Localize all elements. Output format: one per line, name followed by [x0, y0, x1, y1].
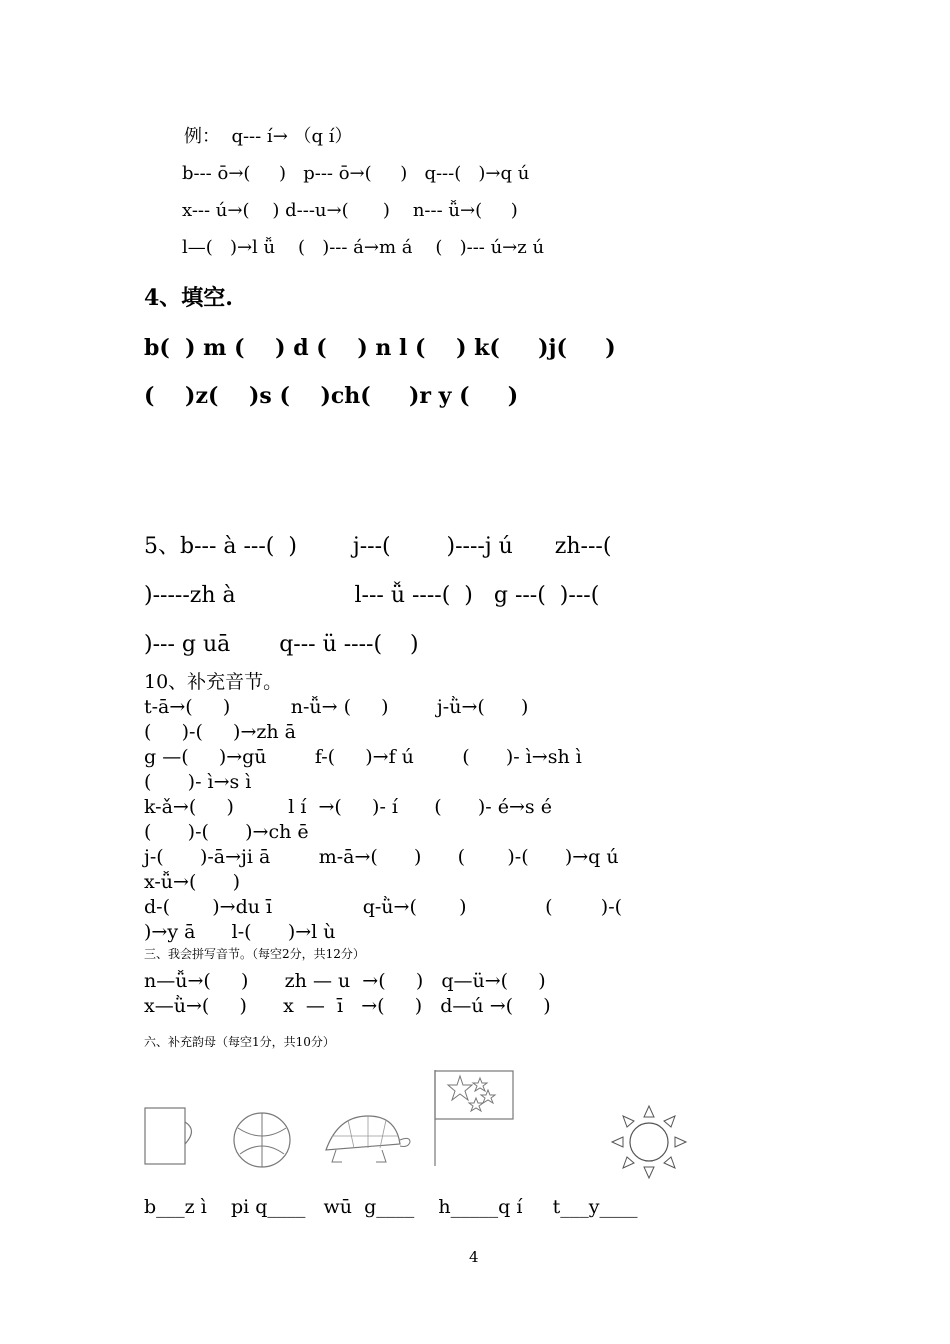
- section10-line-7: j-( )-ā→ji ā m-ā→( ) ( )-( )→q ú: [144, 846, 619, 868]
- ball-picture: [230, 1110, 294, 1170]
- page-number: 4: [469, 1248, 479, 1266]
- section10-line-9: d-( )→du ī q-ǜ→( ) ( )-(: [144, 896, 623, 918]
- cup-picture: [140, 1100, 200, 1170]
- turtle-picture: [318, 1110, 413, 1168]
- section6-blanks: b___z ì pi q____ wū g____ h_____q í t___y____: [144, 1196, 638, 1218]
- section10-line-5: k-ǎ→( ) l í →( )- í ( )- é→s é: [144, 796, 552, 818]
- section10-line-10: )→y ā l-( )→l ù: [144, 921, 336, 943]
- section3-line-1: n—ǚ→( ) zh — u →( ) q—ü→( ): [144, 970, 546, 992]
- section10-line-6: ( )-( )→ch ē: [144, 821, 309, 843]
- section4-line-1: b( ) m ( ) d ( ) n l ( ) k( )j( ): [144, 335, 616, 361]
- section5-line-2: )-----zh à l--- ǚ ----( ) g ---( )---(: [144, 583, 600, 608]
- example-line-4: l—( )→l ǚ ( )--- á→m á ( )--- ú→z ú: [182, 237, 545, 258]
- example-line-2: b--- ō→( ) p--- ō→( ) q---( )→q ú: [182, 163, 530, 184]
- section10-line-1: t-ā→( ) n-ǚ→ ( ) j-ǜ→( ): [144, 696, 529, 718]
- section3-line-2: x—ǜ→( ) x — ī →( ) d—ú →( ): [144, 995, 551, 1017]
- section5-line-1: 5、b--- à ---( ) j---( )----j ú zh---(: [144, 534, 612, 559]
- example-line-3: x--- ú→( ) d---u→( ) n--- ǚ→( ): [182, 200, 518, 221]
- section10-line-4: ( )- ì→s ì: [144, 771, 252, 793]
- sun-picture: [608, 1102, 690, 1182]
- section6-title: 六、补充韵母（每空1分，共10分）: [144, 1035, 335, 1049]
- example-line-1: 例： q--- í→ （q í）: [184, 126, 353, 147]
- flag-picture: [430, 1068, 516, 1168]
- section4-line-2: ( )z( )s ( )ch( )r y ( ): [144, 383, 519, 409]
- section10-line-8: x-ǚ→( ): [144, 871, 241, 893]
- section10-title: 10、补充音节。: [144, 671, 283, 693]
- section5-line-3: )--- g uā q--- ü ----( ): [144, 632, 419, 657]
- section10-line-2: ( )-( )→zh ā: [144, 721, 296, 743]
- section3-title: 三、我会拼写音节。（每空2分，共12分）: [144, 947, 365, 961]
- section10-line-3: g —( )→gū f-( )→f ú ( )- ì→sh ì: [144, 746, 582, 768]
- section4-title: 4、填空.: [144, 285, 233, 311]
